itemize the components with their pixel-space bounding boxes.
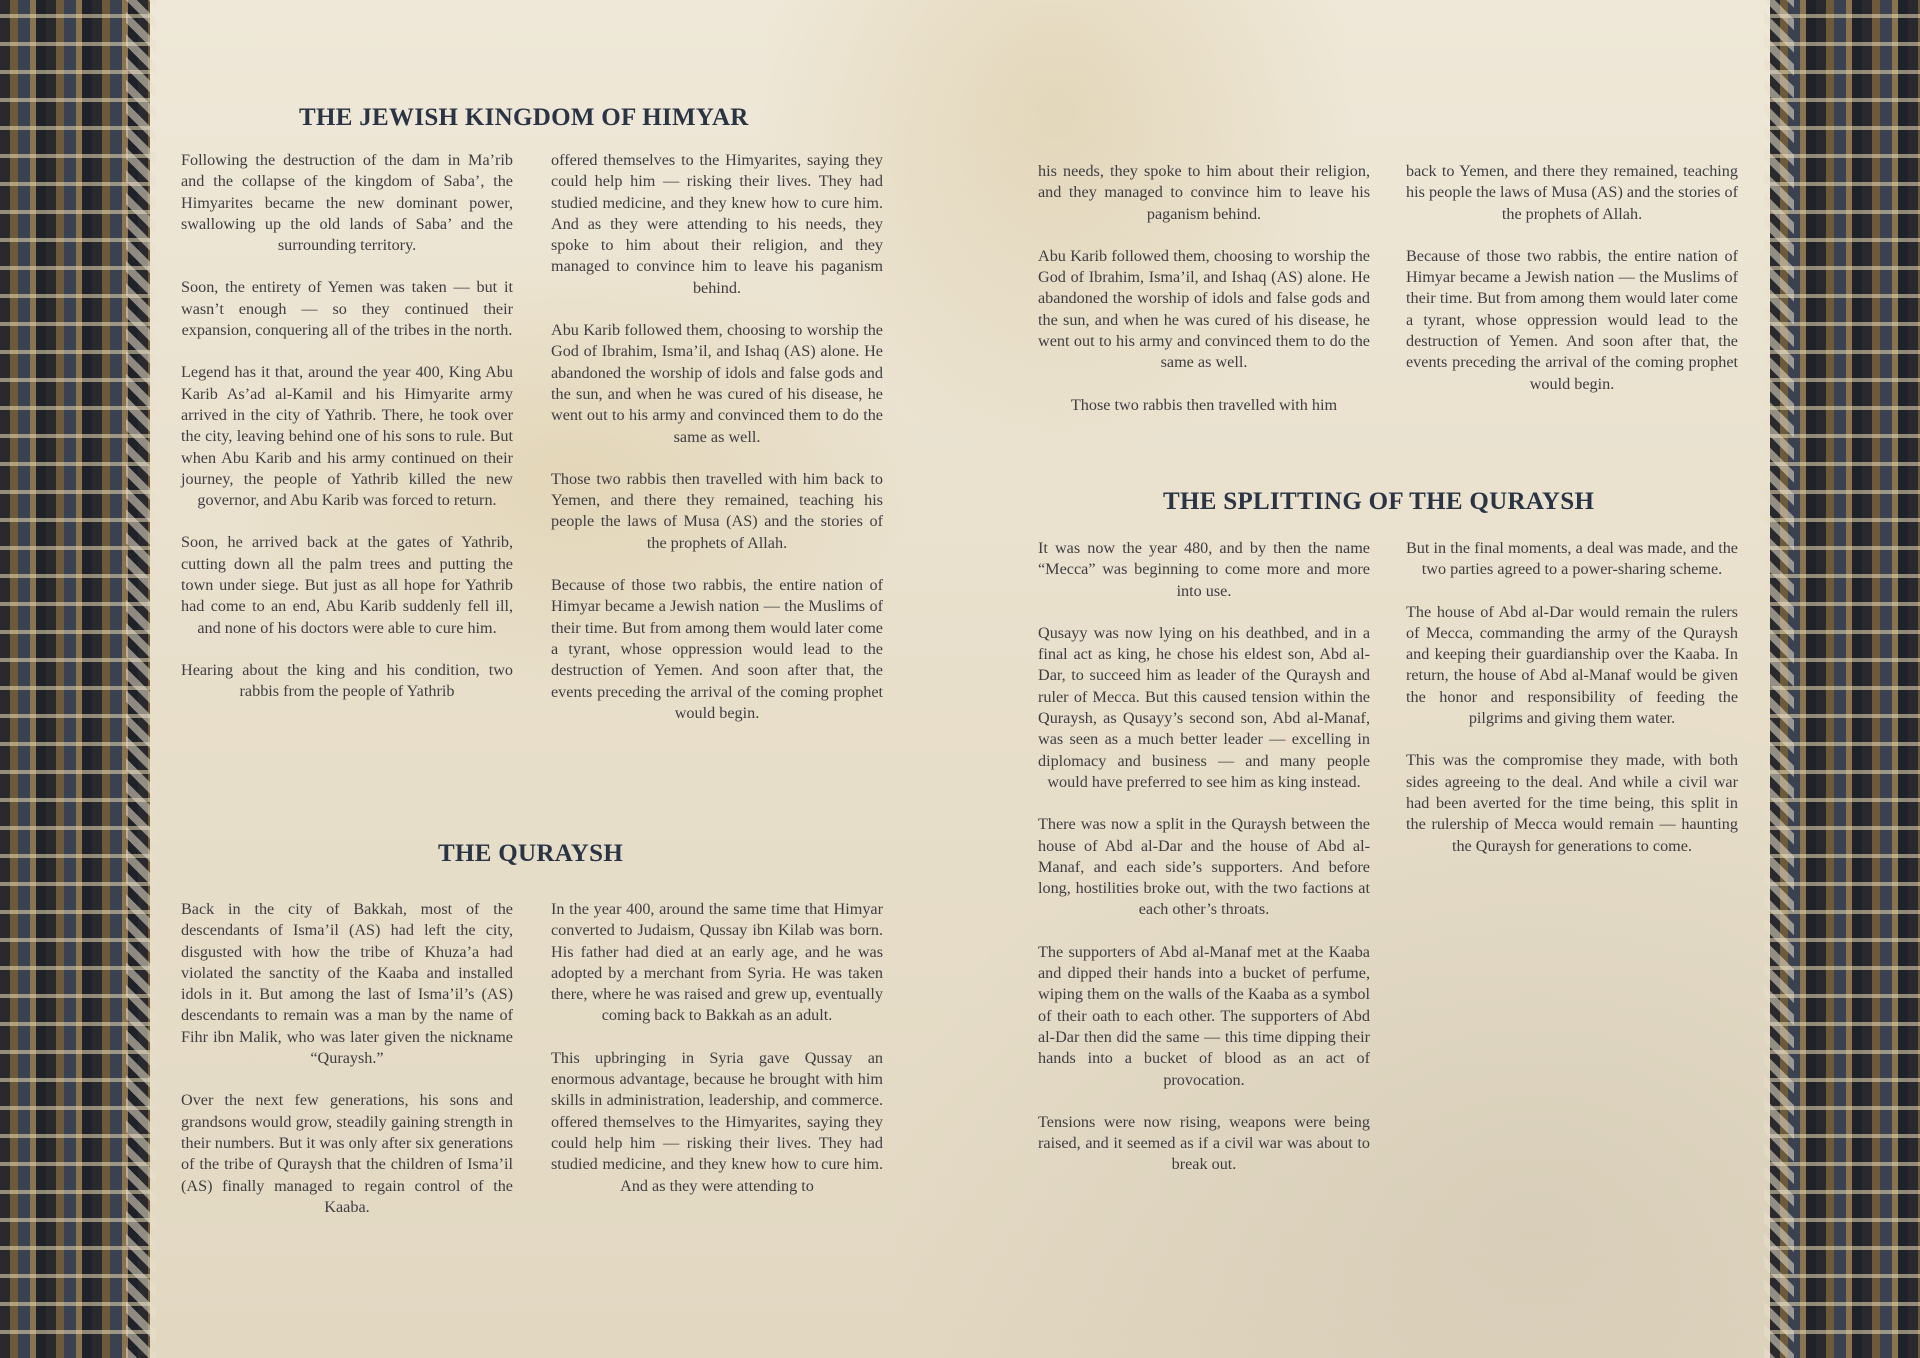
- left-ornamental-border: [0, 0, 150, 1358]
- paragraph: Back in the city of Bakkah, most of the descendants of Isma’il (AS) had left the city, disgusted with how the tribe of Khuza’a had violated the sanctity of the Kaaba and installed idols in it. But among the last of Isma’il’s (AS) descendants to remain was a man by the name of Fihr ibn Malik, who was later given the nickname “Quraysh.”: [181, 900, 513, 1068]
- paragraph: Qusayy was now lying on his deathbed, and in a final act as king, he chose his eldest son, Abd al-Dar, to succeed him as leader of the Quraysh and ruler of Mecca. But this caused tension within the Quraysh, as Qusayy’s second son, Abd al-Manaf, was seen as a much better leader — excelling in diplomacy and business — and many people would have preferred to see him as king instead.: [1038, 623, 1370, 791]
- quraysh-column-1: [181, 899, 513, 1218]
- paragraph: offered themselves to the Himyarites, saying they could help him — risking their lives. They had studied medicine, and they knew how to cure him. And as they were attending to his needs, they spoke to him about their religion, and they managed to convince him to leave his paganism behind.: [551, 151, 883, 297]
- quraysh-column-2: [551, 899, 883, 1197]
- paragraph: In the year 400, around the same time that Himyar converted to Judaism, Qussay ibn Kilab was born. His father had died at an early age, and he was adopted by a merchant from Syria. He was taken there, where he was raised and grew up, eventually coming back to Bakkah as an adult.: [551, 900, 883, 1025]
- paragraph: Legend has it that, around the year 400, King Abu Karib As’ad al-Kamil and his Himyarite army arrived in the city of Yathrib. There, he took over the city, leaving behind one of his sons to rule. But when Abu Karib and his army continued on their journey, the people of Yathrib killed the new governor, and Abu Karib was forced to return.: [181, 363, 513, 510]
- himyar-column-1: [181, 150, 513, 703]
- right-ornamental-border: [1770, 0, 1920, 1358]
- continued-column-1: [1038, 161, 1370, 416]
- paragraph: The house of Abd al-Dar would remain the rulers of Mecca, commanding the army of the Quraysh and keeping their guardianship over the Kaaba. In return, the house of Abd al-Manaf would be given the honor and responsibility of feeding the pilgrims and giving them water.: [1406, 602, 1738, 728]
- paragraph: Because of those two rabbis, the entire nation of Himyar became a Jewish nation — the Muslims of their time. But from among them would later come a tyrant, whose oppression would lead to the destruction of Yemen. And soon after that, the events preceding the arrival of the coming prophet would begin.: [551, 576, 883, 722]
- paragraph: Over the next few generations, his sons and grandsons would grow, steadily gaining strength in their numbers. But it was only after six generations of the tribe of Quraysh that the children of Isma’il (AS) finally managed to regain control of the Kaaba.: [181, 1091, 513, 1216]
- paragraph: Abu Karib followed them, choosing to worship the God of Ibrahim, Isma’il, and Ishaq (AS) alone. He abandoned the worship of idols and false gods and the sun, and when he was cured of his disease, he went out to his army and convinced them to do the same as well.: [551, 321, 883, 446]
- paragraph: Tensions were now rising, weapons were being raised, and it seemed as if a civil war was about to break out.: [1038, 1112, 1370, 1174]
- heading-jewish-kingdom-of-himyar: THE JEWISH KINGDOM OF HIMYAR: [299, 104, 749, 131]
- paragraph: It was now the year 480, and by then the name “Mecca” was beginning to come more and more into use.: [1038, 539, 1370, 600]
- paragraph: But in the final moments, a deal was made, and the two parties agreed to a power-sharing scheme.: [1406, 539, 1738, 579]
- paragraph: Abu Karib followed them, choosing to worship the God of Ibrahim, Isma’il, and Ishaq (AS) alone. He abandoned the worship of idols and false gods and the sun, and when he was cured of his disease, he went out to his army and convinced them to do the same as well.: [1038, 246, 1370, 372]
- paragraph: This was the compromise they made, with both sides agreeing to the deal. And while a civil war had been averted for the time being, this split in the rulership of Mecca would remain — haunting the Quraysh for generations to come.: [1406, 751, 1738, 855]
- paragraph: Hearing about the king and his condition, two rabbis from the people of Yathrib: [181, 660, 513, 701]
- paragraph: Soon, the entirety of Yemen was taken — but it wasn’t enough — so they continued their expansion, conquering all of the tribes in the north.: [181, 278, 513, 340]
- paragraph: There was now a split in the Quraysh between the house of Abd al-Dar and the house of Abd al-Manaf, and each side’s supporters. And before long, hostilities broke out, with the two factions at each other’s throats.: [1038, 815, 1370, 919]
- paragraph: This upbringing in Syria gave Qussay an enormous advantage, because he brought with him skills in administration, leadership, and commerce. offered themselves to the Himyarites, saying they could help him — risking their lives. They had studied medicine, and they knew how to cure him. And as they were attending to: [551, 1048, 883, 1195]
- paragraph: back to Yemen, and there they remained, teaching his people the laws of Musa (AS) and the stories of the prophets of Allah.: [1406, 162, 1738, 223]
- paragraph: Those two rabbis then travelled with him back to Yemen, and there they remained, teaching his people the laws of Musa (AS) and the stories of the prophets of Allah.: [551, 469, 883, 552]
- heading-splitting-of-the-quraysh: THE SPLITTING OF THE QURAYSH: [1163, 488, 1595, 515]
- continued-column-2: [1406, 161, 1738, 395]
- splitting-column-1: [1038, 538, 1370, 1176]
- paragraph: Those two rabbis then travelled with him: [1070, 395, 1338, 414]
- paragraph: The supporters of Abd al-Manaf met at the Kaaba and dipped their hands into a bucket of perfume, wiping them on the walls of the Kaaba as a symbol of their oath to each other. The supporters of Abd al-Dar then did the same — this time dipping their hands into a bucket of blood as an act of provocation.: [1038, 942, 1370, 1089]
- heading-the-quraysh: THE QURAYSH: [438, 840, 624, 867]
- splitting-column-2: [1406, 538, 1738, 857]
- paragraph: his needs, they spoke to him about their religion, and they managed to convince him to leave his paganism behind.: [1038, 162, 1370, 223]
- paragraph: Following the destruction of the dam in Ma’rib and the collapse of the kingdom of Saba’, the Himyarites became the new dominant power, swallowing up the old lands of Saba’ and the surrounding territory.: [181, 151, 513, 255]
- paragraph: Because of those two rabbis, the entire nation of Himyar became a Jewish nation — the Muslims of their time. But from among them would later come a tyrant, whose oppression would lead to the destruction of Yemen. And soon after that, the events preceding the arrival of the coming prophet would begin.: [1406, 246, 1738, 393]
- paragraph: Soon, he arrived back at the gates of Yathrib, cutting down all the palm trees and putting the town under siege. But just as all hope for Yathrib had come to an end, Abu Karib suddenly fell ill, and none of his doctors were able to cure him.: [181, 533, 513, 637]
- himyar-column-2: [551, 150, 883, 724]
